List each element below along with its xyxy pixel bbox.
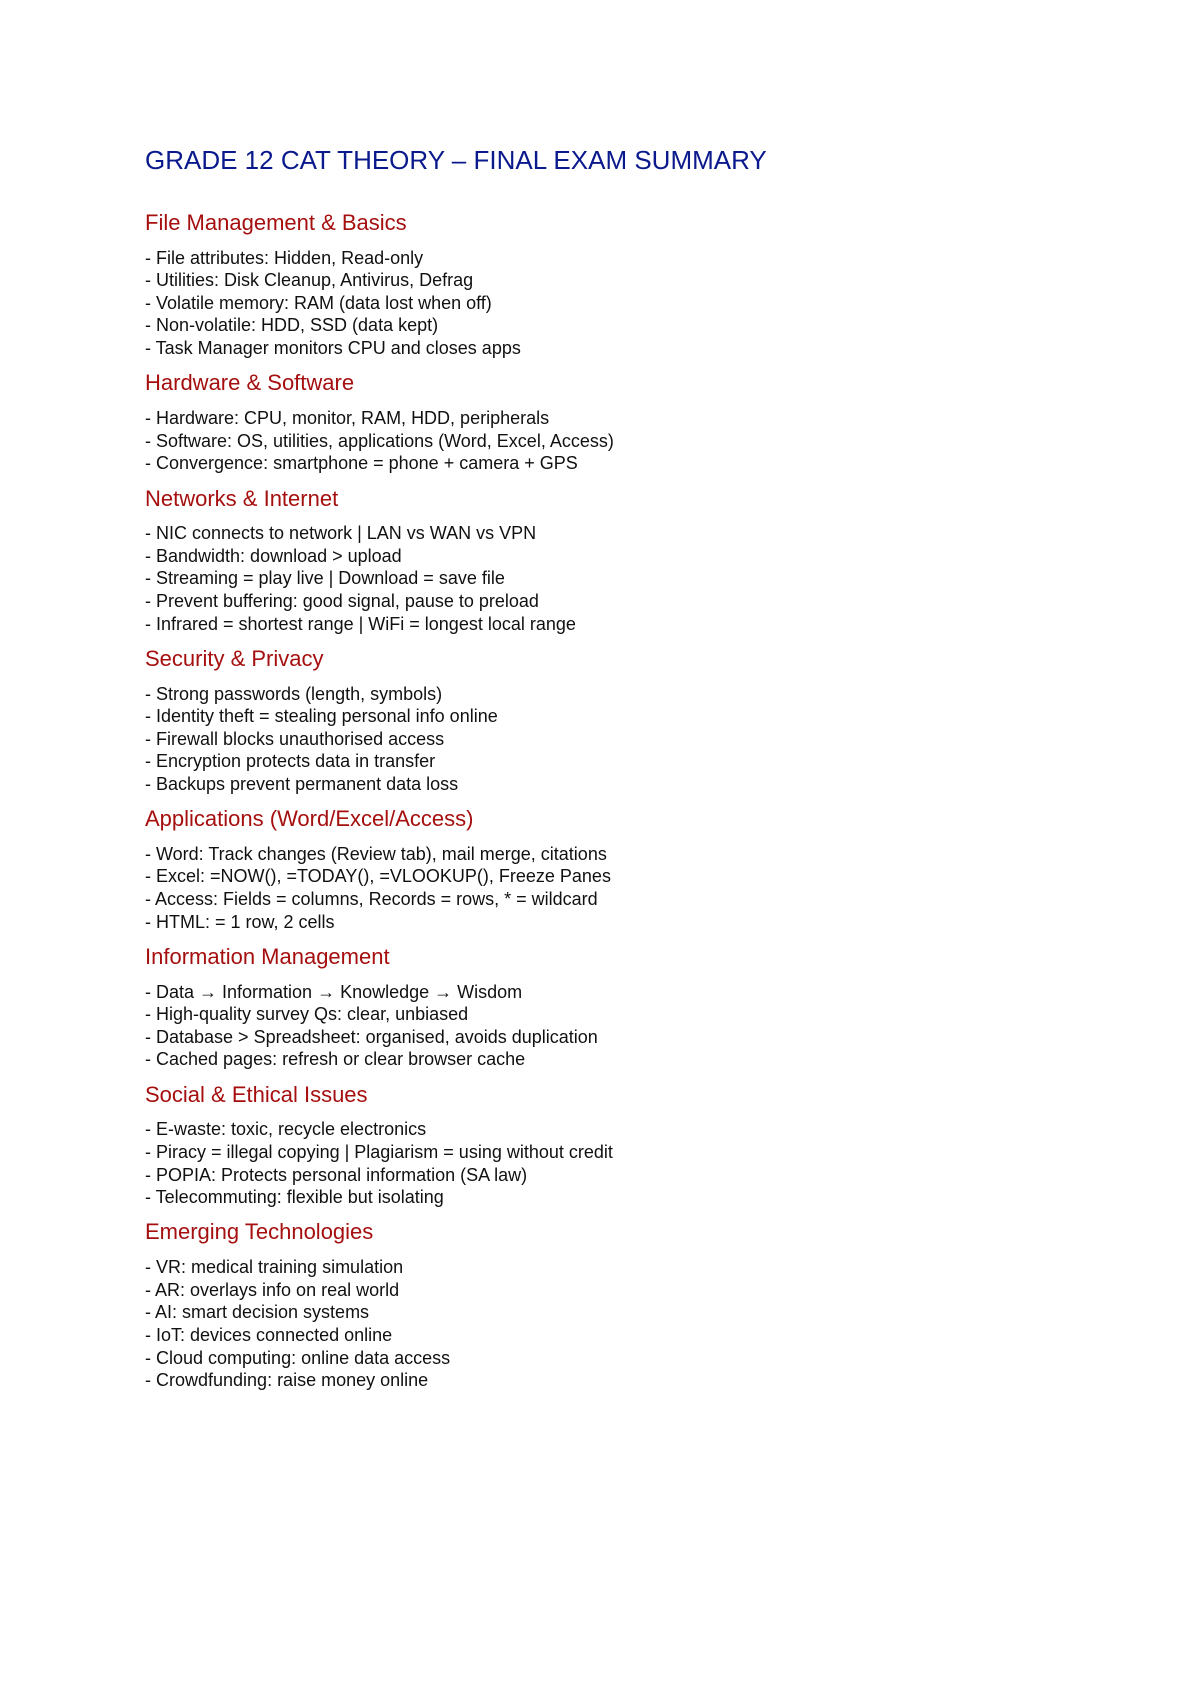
- page-title: GRADE 12 CAT THEORY – FINAL EXAM SUMMARY: [145, 145, 767, 175]
- list-item: - Strong passwords (length, symbols): [145, 683, 443, 704]
- section-heading: File Management & Basics: [145, 210, 407, 235]
- section: [145, 1082, 1095, 1209]
- list-item: - Piracy = illegal copying | Plagiarism = using without credit: [145, 1141, 613, 1162]
- sections-container: [145, 210, 1095, 1392]
- list-item: - Convergence: smartphone = phone + camera + GPS: [145, 453, 578, 474]
- list-item: - HTML: = 1 row, 2 cells: [145, 911, 335, 932]
- list-item: - Access: Fields = columns, Records = rows, * = wildcard: [145, 889, 598, 910]
- list-item: - Volatile memory: RAM (data lost when off): [145, 292, 492, 313]
- list-item: - Hardware: CPU, monitor, RAM, HDD, peripherals: [145, 408, 550, 429]
- section: [145, 646, 1095, 796]
- list-item: - Encryption protects data in transfer: [145, 751, 436, 772]
- list-item: - IoT: devices connected online: [145, 1324, 393, 1345]
- section: [145, 806, 1095, 933]
- section-heading: Information Management: [145, 943, 390, 969]
- section-heading: Emerging Technologies: [145, 1219, 374, 1245]
- list-item: - Identity theft = stealing personal info online: [145, 706, 498, 727]
- list-item: - Utilities: Disk Cleanup, Antivirus, Defrag: [145, 270, 474, 291]
- list-item: - Non-volatile: HDD, SSD (data kept): [145, 315, 439, 336]
- section-heading: Networks & Internet: [145, 485, 339, 511]
- list-item: - Bandwidth: download > upload: [145, 545, 402, 566]
- list-item: - AR: overlays info on real world: [145, 1279, 400, 1300]
- section: [145, 370, 1095, 474]
- section: [145, 1219, 1095, 1391]
- section: [145, 486, 1095, 636]
- section-heading: Social & Ethical Issues: [145, 1081, 368, 1107]
- list-item: - Word: Track changes (Review tab), mail merge, citations: [145, 843, 607, 864]
- list-item: - NIC connects to network | LAN vs WAN vs VPN: [145, 523, 537, 544]
- list-item: - E-waste: toxic, recycle electronics: [145, 1119, 427, 1140]
- section-heading: Hardware & Software: [145, 370, 355, 396]
- list-item: - Infrared = shortest range | WiFi = longest local range: [145, 613, 576, 634]
- list-item: - AI: smart decision systems: [145, 1302, 370, 1323]
- list-item: - Task Manager monitors CPU and closes apps: [145, 338, 521, 359]
- list-item: - Streaming = play live | Download = save file: [145, 568, 505, 589]
- document-page: [145, 144, 1095, 1402]
- list-item: - Excel: =NOW(), =TODAY(), =VLOOKUP(), Freeze Panes: [145, 866, 611, 887]
- list-item: - Software: OS, utilities, applications (Word, Excel, Access): [145, 430, 614, 451]
- list-item: - Prevent buffering: good signal, pause to preload: [145, 590, 539, 611]
- section: [145, 944, 1095, 1071]
- list-item: - Firewall blocks unauthorised access: [145, 728, 445, 749]
- list-item: - Backups prevent permanent data loss: [145, 773, 459, 794]
- list-item: - Cached pages: refresh or clear browser cache: [145, 1049, 526, 1070]
- list-item: - POPIA: Protects personal information (SA law): [145, 1164, 528, 1185]
- list-item: - Data → Information → Knowledge → Wisdom: [145, 981, 523, 1002]
- section-heading: Security & Privacy: [145, 645, 324, 671]
- section-heading: Applications (Word/Excel/Access): [145, 806, 474, 832]
- list-item: - Telecommuting: flexible but isolating: [145, 1187, 444, 1208]
- list-item: - Database > Spreadsheet: organised, avoids duplication: [145, 1026, 598, 1047]
- list-item: - VR: medical training simulation: [145, 1257, 404, 1278]
- list-item: - High-quality survey Qs: clear, unbiased: [145, 1004, 469, 1025]
- list-item: - Cloud computing: online data access: [145, 1347, 451, 1368]
- list-item: - File attributes: Hidden, Read-only: [145, 247, 424, 268]
- section: [145, 210, 1095, 360]
- list-item: - Crowdfunding: raise money online: [145, 1370, 429, 1391]
